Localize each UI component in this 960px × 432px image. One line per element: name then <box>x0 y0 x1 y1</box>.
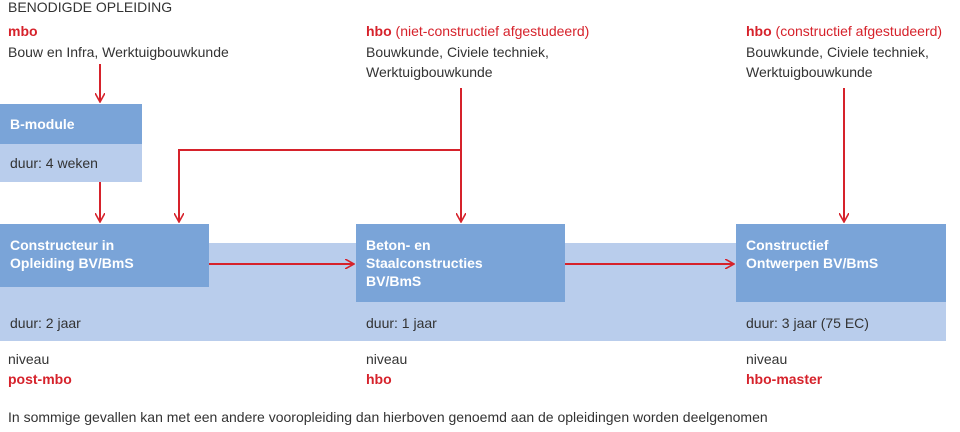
course-3-duration: duur: 3 jaar (75 EC) <box>746 315 869 331</box>
bmodule-title: B-module <box>10 116 75 132</box>
course-3-title-1: Constructief <box>746 237 829 253</box>
course-3-niveau-value: hbo-master <box>746 371 823 387</box>
bmodule-duration: duur: 4 weken <box>10 155 98 171</box>
course-2-title-1: Beton- en <box>366 237 431 253</box>
arrow-hbo-nc-to-course1 <box>179 150 461 221</box>
header-title: BENODIGDE OPLEIDING <box>8 0 173 15</box>
source-hbo-c-studies-2: Werktuigbouwkunde <box>746 64 873 80</box>
course-2-niveau-label: niveau <box>366 351 408 367</box>
course-1-duration: duur: 2 jaar <box>10 315 81 331</box>
source-hbo-c-qualifier: (constructief afgestudeerd) <box>775 23 943 39</box>
course-2-niveau-value: hbo <box>366 371 392 387</box>
footer-note: In sommige gevallen kan met een andere vooropleiding dan hierboven genoemd aan de opleidingen worden deelgenomen <box>8 409 768 425</box>
course-3-niveau-label: niveau <box>746 351 788 367</box>
course-2-duration: duur: 1 jaar <box>366 315 437 331</box>
source-hbo-nc-qualifier: (niet-constructief afgestudeerd) <box>395 23 590 39</box>
source-hbo-c-level: hbo <box>746 23 772 39</box>
course-3-title-2: Ontwerpen BV/BmS <box>746 255 879 271</box>
course-1-niveau-value: post-mbo <box>8 371 72 387</box>
course-1-title-2: Opleiding BV/BmS <box>10 255 134 271</box>
source-mbo-studies: Bouw en Infra, Werktuigbouwkunde <box>8 44 229 60</box>
course-2-title-2: Staalconstructies <box>366 255 483 271</box>
source-hbo-nc-studies-1: Bouwkunde, Civiele techniek, <box>366 44 549 60</box>
course-2-title-3: BV/BmS <box>366 273 422 289</box>
source-hbo-nc-level: hbo <box>366 23 392 39</box>
course-1-niveau-label: niveau <box>8 351 50 367</box>
course-1-title-1: Constructeur in <box>10 237 115 253</box>
source-mbo-level: mbo <box>8 23 38 39</box>
source-hbo-nc-studies-2: Werktuigbouwkunde <box>366 64 493 80</box>
source-hbo-c-studies-1: Bouwkunde, Civiele techniek, <box>746 44 929 60</box>
